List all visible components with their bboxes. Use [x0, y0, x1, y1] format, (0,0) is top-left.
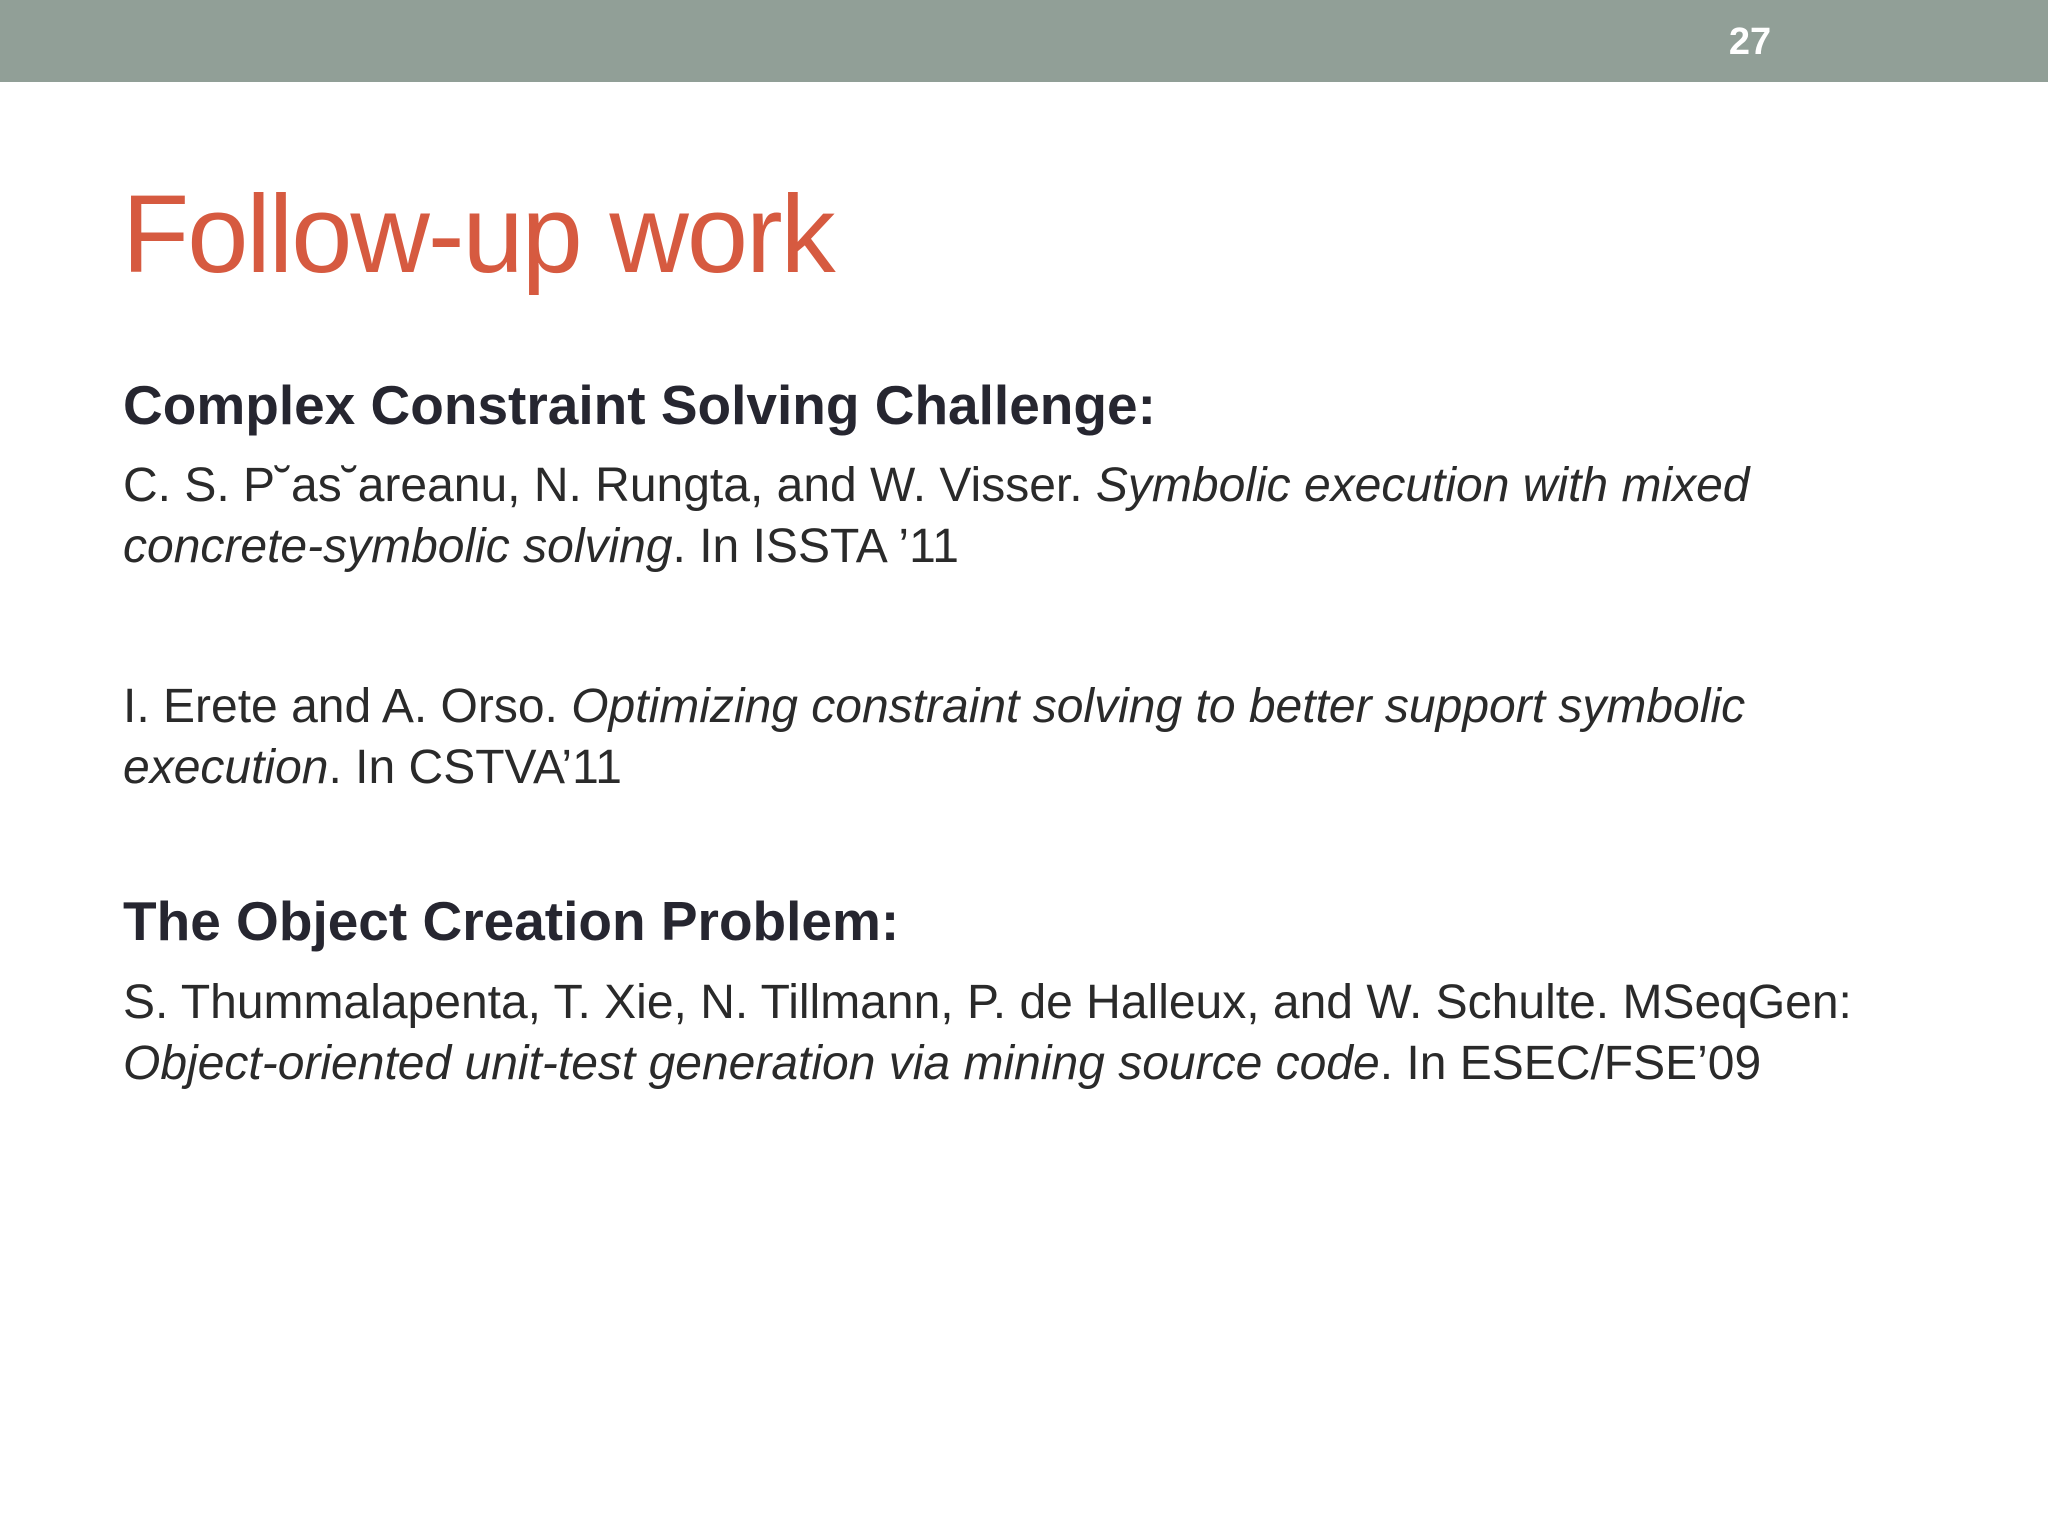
reference-authors: I. Erete and A. Orso. — [123, 680, 572, 733]
reference-pasareanu — [123, 455, 1903, 577]
reference-authors: C. S. P˘as˘areanu, N. Rungta, and W. Visser. — [123, 459, 1096, 512]
section-heading-object-creation: The Object Creation Problem: — [123, 890, 900, 952]
reference-authors: S. Thummalapenta, T. Xie, N. Tillmann, P. de Halleux, and W. Schulte. MSeqGen: — [123, 976, 1852, 1029]
slide-number: 27 — [1728, 21, 1772, 63]
reference-venue: . In CSTVA’11 — [328, 741, 622, 794]
reference-venue: . In ISSTA ’11 — [672, 520, 959, 573]
header-bar — [0, 0, 2048, 82]
reference-thummalapenta — [123, 972, 1903, 1094]
section-heading-constraint-solving: Complex Constraint Solving Challenge: — [123, 374, 1156, 436]
slide-title: Follow-up work — [122, 173, 834, 296]
reference-title: Symbolic execution with mixed concrete-symbolic solving — [123, 459, 1750, 573]
reference-venue: . In ESEC/FSE’09 — [1379, 1037, 1762, 1090]
reference-title: Optimizing constraint solving to better support symbolic execution — [123, 680, 1746, 794]
reference-erete — [123, 676, 1903, 798]
reference-title: Object-oriented unit-test generation via mining source code — [123, 1037, 1380, 1090]
